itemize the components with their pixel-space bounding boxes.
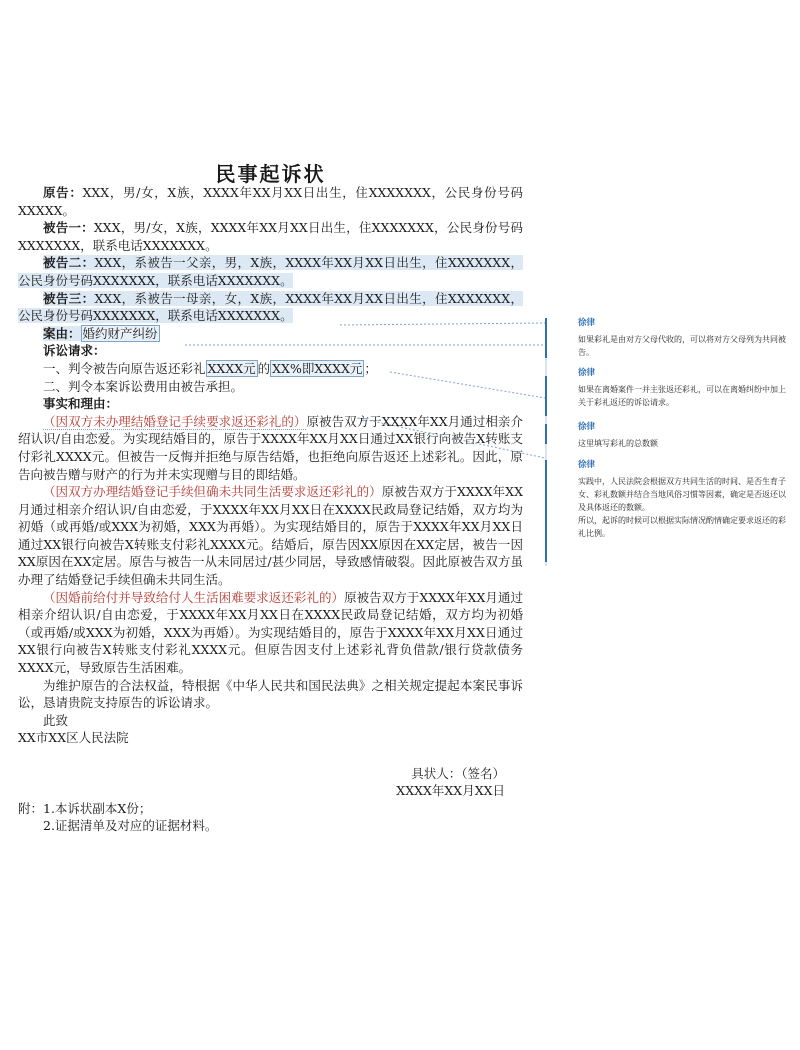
cause-label: 案由： [43,325,81,341]
attachment-2: 2.证据清单及对应的证据材料。 [43,818,218,834]
document-title: 民事起诉状 [215,162,326,186]
comment-author: 徐律 [578,318,596,328]
claims-heading: 诉讼请求： [43,343,106,359]
date-line: XXXX年XX月XX日 [396,783,505,799]
comment-rail-marker-4 [545,460,547,562]
defendant2-paragraph[interactable] [18,254,523,289]
comment-text: 这里填写彩礼的总数额 [578,439,658,448]
case1-text: 原被告双方于XXXX年XX月通过相亲介绍认识/自由恋爱。为实现结婚目的，原告于XXXX年XX月XX日通过XX银行向被告X转账支付彩礼XXXX元。但被告一反悔并拒绝与原告结婚，也拒绝向原告返还上述彩礼。因此，原告向被告赠与财产的行为并未实现赠与目的即结婚。 [18,413,523,482]
to-line: 此致 [43,712,69,728]
comment-3[interactable] [578,422,786,450]
plaintiff-label: 原告： [43,185,83,200]
attachment-1: 附：1.本诉状副本X份； [18,800,152,816]
comment-author: 徐律 [578,368,596,378]
closing-paragraph: 为维护原告的合法权益，特根据《中华人民共和国民法典》之相关规定提起本案民事诉讼，恳请贵院支持原告的诉讼请求。 [18,677,523,711]
court-name: XX市XX区人民法院 [18,730,129,746]
cause-value[interactable]: 婚约财产纠纷 [82,325,158,341]
case1-title[interactable]: （因双方未办理结婚登记手续要求返还彩礼的） [43,413,307,429]
case2-text: 原被告双方于XXXX年XX月通过相亲介绍认识/自由恋爱，于XXXX年XX月XX日在XXXX民政局登记结婚，双方均为初婚（或再婚/或XXX为初婚，XXX为再婚）。为实现结婚目的，原告于XXXX年XX月XX日通过XX银行向被告X转账支付彩礼XXXX元。结婚后，原告因XX原因在XX定居，被告一因XX原因在XX定居。原告与被告一从未同居过/甚少同居，导致感情破裂。因此原被告双方虽办理了结婚登记手续但确未共同生活。 [18,484,523,588]
claim1-end: ； [364,360,377,376]
defendant1-text: XXX，男/女，X族，XXXX年XX月XX日出生，住XXXXXXX，公民身份号码XXXXXXX，联系电话XXXXXXX。 [18,220,523,253]
comment-rail-marker-2 [545,376,547,416]
defendant1-label: 被告一： [43,220,94,236]
comment-author: 徐律 [578,460,596,470]
defendant1-paragraph [18,219,523,254]
case3-paragraph [18,589,523,677]
cause-paragraph [18,325,523,343]
case2-title: （因双方办理结婚登记手续但确未共同生活要求返还彩礼的） [43,484,382,500]
claim1-paragraph [18,360,523,378]
comment-rail-marker-1 [545,318,547,358]
claim1-percent-box[interactable]: XX%即XXXX元 [272,360,363,376]
case2-paragraph [18,483,523,589]
comment-text: 如果在离婚案件一并主张返还彩礼，可以在离婚纠纷中加上关于彩礼返还的诉讼请求。 [578,385,786,407]
facts-heading: 事实和理由： [43,396,119,412]
claim1-amount-box[interactable]: XXXX元 [207,360,256,376]
comment-text: 实践中，人民法院会根据双方共同生活的时间、是否生育子女、彩礼数额并结合当地风俗习惯等因素，确定是否返还以及具体返还的数额。 所以，起诉的时候可以根据实际情况酌情确定要求返还的彩礼比例。 [578,477,786,538]
comment-author: 徐律 [578,422,596,432]
comment-1[interactable] [578,318,786,359]
comment-4[interactable] [578,460,786,540]
claim1-text: 一、判令被告向原告返还彩礼 [43,360,206,376]
case1-paragraph [18,413,523,483]
case3-text: 原被告双方于XXXX年XX月通过相亲介绍认识/自由恋爱，于XXXX年XX月XX日在XXXX民政局登记结婚，双方均为初婚（或再婚/或XXX为初婚，XXX为再婚）。为实现结婚目的，原告于XXXX年XX月XX日通过XX银行向被告X转账支付彩礼XXXX元。但原告因支付上述彩礼背负借款/银行贷款债务XXXX元，导致原告生活困难。 [18,589,523,676]
signer-line: 具状人：（签名） [411,765,505,781]
claim2-paragraph: 二、判令本案诉讼费用由被告承担。 [43,378,244,394]
comment-rail-marker-3 [545,424,547,444]
defendant2-text: XXX，系被告一父亲，男，X族，XXXX年XX月XX日出生，住XXXXXXX，公民身份号码XXXXXXX，联系电话XXXXXXX。 [18,255,523,288]
plaintiff-text: XXX，男/女，X族，XXXX年XX月XX日出生，住XXXXXXX，公民身份号码XXXXX。 [18,185,523,218]
spacer [18,747,523,765]
defendant3-text: XXX，系被告一母亲，女，X族，XXXX年XX月XX日出生，住XXXXXXX，公民身份号码XXXXXXX，联系电话XXXXXXX。 [18,290,523,324]
claim1-mid: 的 [257,360,271,376]
defendant2-label: 被告二： [43,255,95,271]
defendant3-paragraph[interactable] [18,290,523,325]
plaintiff-paragraph [18,184,523,219]
comment-text: 如果彩礼是由对方父母代收的，可以将对方父母列为共同被告。 [578,335,786,357]
document-body [18,184,523,835]
case3-title: （因婚前给付并导致给付人生活困难要求返还彩礼的） [43,589,345,605]
comment-2[interactable] [578,368,786,409]
defendant3-label: 被告三： [43,290,95,306]
